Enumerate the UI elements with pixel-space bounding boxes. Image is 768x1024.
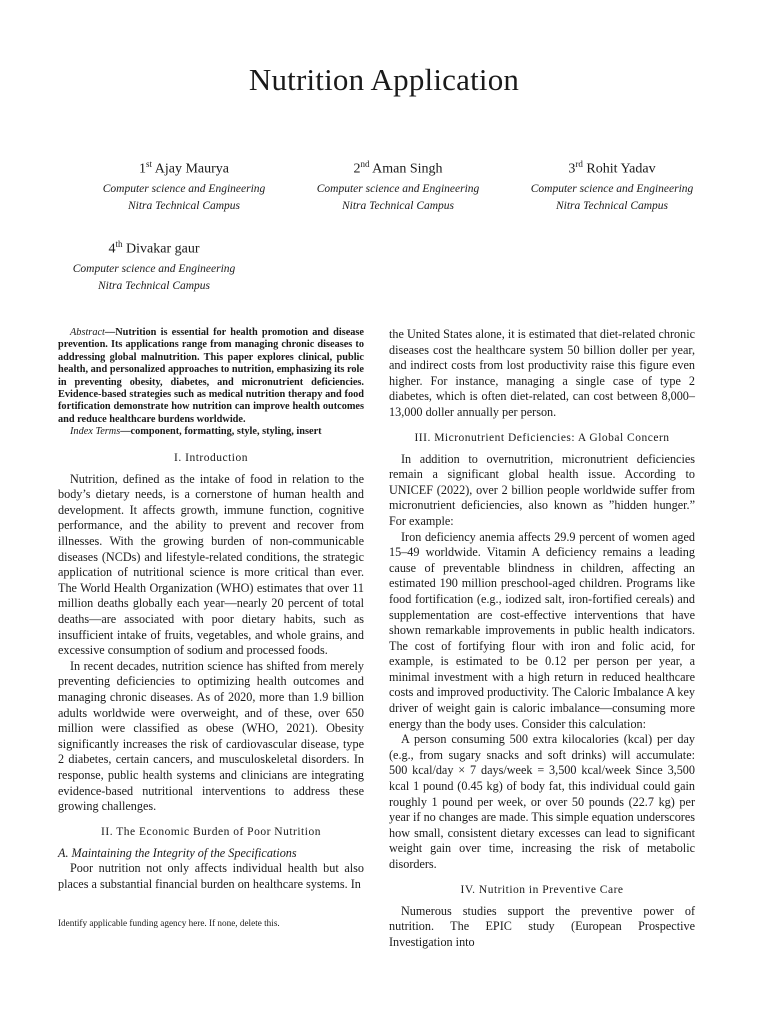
paragraph: Iron deficiency anemia affects 29.9 percent of women aged 15–49 worldwide. Vitamin A deficiency remains a leading cause of preventable blindness in children, affecting an estimated 190 million preschool-aged children. Programs like food fortification (e.g., iodized salt, iron-fortified cereals) and supplementation are cost-effective interventions that have shown remarkable improvements in public health indicators. The cost of fortifying flour with iron and folic acid, for example, is estimated to be 0.12 per person per year, a minimal investment with a high return in reduced healthcare costs and improved productivity. The Caloric Imbalance A key driver of weight gain is caloric imbalance—consuming more energy than the body uses. Consider this calculation: — [389, 529, 695, 731]
author-institution: Nitra Technical Campus — [127, 199, 241, 212]
author-institution: Nitra Technical Campus — [341, 199, 455, 212]
subsection-heading: A. Maintaining the Integrity of the Specifications — [58, 845, 297, 860]
author-department: Computer science and Engineering — [72, 262, 236, 275]
section-heading-introduction: I. Introduction — [174, 451, 248, 464]
author-name: 2nd Aman Singh — [353, 159, 443, 177]
author-name: 1st Ajay Maurya — [138, 159, 229, 177]
paper-title: Nutrition Application — [248, 62, 520, 97]
paragraph: A person consuming 500 extra kilocalories (kcal) per day (e.g., from sugary snacks and soft drinks) will accumulate: 500 kcal/day × 7 days/week = 3,500 kcal/week Since 3,500 kcal 1 pound (0.45 kg) of body fat, this individual could gain roughly 1 pound per week, or over 50 pounds (22.7 kg) per year if no changes are made. This simple equation underscores how small, consistent dietary excesses can lead to significant weight gain over time, increasing the risk of metabolic disorders. — [389, 732, 695, 871]
left-column — [58, 327, 364, 893]
author-department: Computer science and Engineering — [530, 182, 694, 195]
author-department: Computer science and Engineering — [316, 182, 480, 195]
paragraph: Poor nutrition not only affects individual health but also places a substantial financial burden on healthcare systems. In — [58, 861, 364, 891]
author-institution: Nitra Technical Campus — [97, 279, 211, 292]
author-name: 4th Divakar gaur — [108, 239, 200, 257]
paragraph: Nutrition, defined as the intake of food in relation to the body’s dietary needs, is a cornerstone of human health and development. It affects growth, immune function, cognitive performance, and the ability to prevent and recover from illnesses. With the growing burden of non-communicable diseases (NCDs) and lifestyle-related conditions, the strategic application of nutritional science is more critical than ever. The World Health Organization (WHO) estimates that over 11 million deaths globally each year—nearly 20 percent of total deaths—are associated with poor dietary habits, such as insufficient intake of fruits, vegetables, and whole grains, and excessive consumption of sodium and processed foods. — [58, 471, 364, 658]
section-heading-preventive-care: IV. Nutrition in Preventive Care — [460, 883, 624, 896]
author-block-2 — [278, 155, 518, 215]
abstract: Abstract—Nutrition is essential for health promotion and disease prevention. Its applications range from managing chronic diseases to addressing global malnutrition. This paper explores clinical, public health, and personalized approaches to nutrition, emphasizing its role in preventing obesity, diabetes, and micronutrient deficiencies. Evidence-based strategies such as medical nutrition therapy and food fortification demonstrate how nutrition can improve health outcomes and reduce healthcare burdens worldwide. — [58, 327, 364, 425]
author-institution: Nitra Technical Campus — [555, 199, 669, 212]
paragraph-continued: the United States alone, it is estimated that diet-related chronic diseases cost the healthcare system 50 billion doller per year, and indirect costs from lost productivity raise this figure even higher. For instance, managing a single case of type 2 diabetes, which is often diet-related, can cost between 8,000–13,000 doller annually per person. — [389, 327, 695, 419]
index-terms: Index Terms—component, formatting, style, styling, insert — [70, 426, 322, 438]
paragraph: In recent decades, nutrition science has shifted from merely preventing deficiencies to optimizing health outcomes and managing chronic diseases. As of 2020, more than 1.9 billion adults worldwide were overweight, and of these, over 650 million were classified as obese (WHO, 2021). Obesity significantly increases the risk of cardiovascular disease, type 2 diabetes, certain cancers, and musculoskeletal disorders. In response, public health systems and clinicians are integrating evidence-based nutritional interventions to address these growing challenges. — [58, 658, 364, 814]
author-block-4 — [34, 235, 274, 295]
author-department: Computer science and Engineering — [102, 182, 266, 195]
footnote: Identify applicable funding agency here. If none, delete this. — [58, 918, 280, 928]
author-block-3 — [492, 155, 732, 215]
author-block-1 — [64, 155, 304, 215]
section-heading-micronutrient: III. Micronutrient Deficiencies: A Global Concern — [414, 431, 670, 444]
section-heading-economic-burden: II. The Economic Burden of Poor Nutrition — [101, 825, 321, 838]
paragraph: Numerous studies support the preventive power of nutrition. The EPIC study (European Prospective Investigation into — [389, 903, 695, 949]
right-column — [389, 327, 695, 950]
paragraph: In addition to overnutrition, micronutrient deficiencies remain a significant global health issue. According to UNICEF (2022), over 2 billion people worldwide suffer from micronutrient deficiencies, also known as ”hidden hunger.” For example: — [389, 451, 695, 528]
author-name: 3rd Rohit Yadav — [568, 159, 656, 177]
